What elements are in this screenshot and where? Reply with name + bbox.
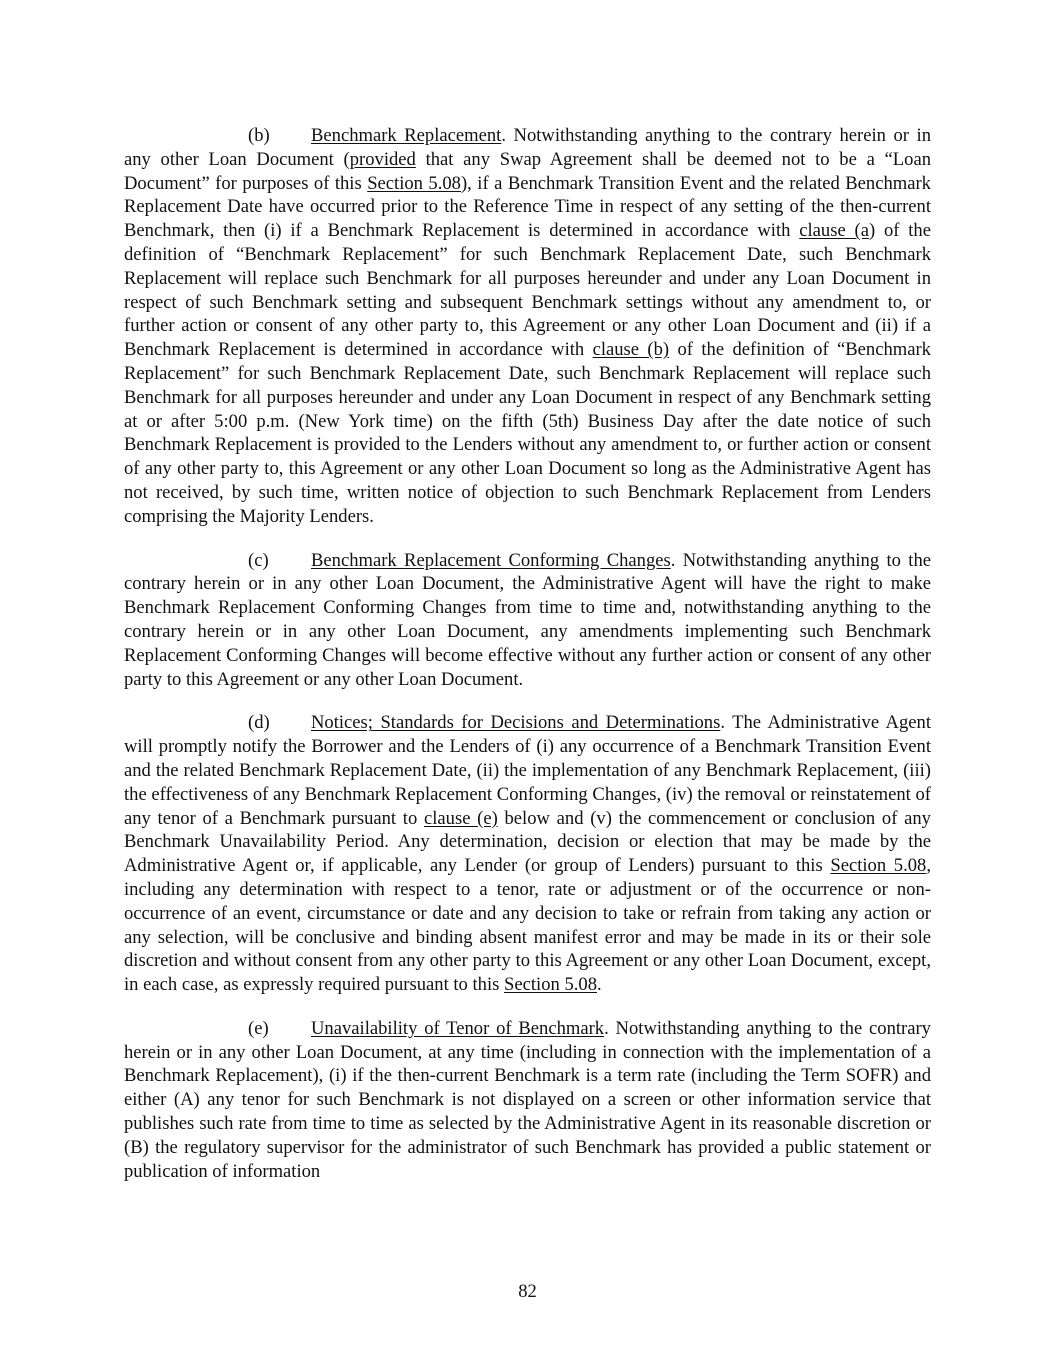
provided-term: provided <box>349 148 416 170</box>
heading-notices-standards: Notices; Standards for Decisions and Determinations <box>311 712 721 734</box>
paragraph-b <box>124 124 931 529</box>
paragraph-c-text-1: . Notwithstanding anything to the contrary herein or in any other Loan Document, the Administrative Agent will have the right to make Benchmark Replacement Conforming Changes from time to time and, notwithstanding anything to the contrary herein or in any other Loan Document, any amendments implementing such Benchmark Replacement Conforming Changes will become effective without any further action or consent of any other party to this Agreement or any other Loan Document. <box>124 549 931 690</box>
section-reference: Section 5.08 <box>367 172 461 194</box>
heading-conforming-changes: Benchmark Replacement Conforming Changes <box>311 549 671 571</box>
paragraph-d-text-2: below and (v) the commencement or conclusion of any Benchmark Unavailability Period. Any determination, decision or election that may be made by the Administrative Agent or, if applicable, any Lender (or group of Lenders) pursuant to this <box>124 807 931 877</box>
paragraph-e-text-1: . Notwithstanding anything to the contrary herein or in any other Loan Document, at any time (including in connection with the implementation of a Benchmark Replacement), (i) if the then-current Benchmark is a term rate (including the Term SOFR) and either (A) any tenor for such Benchmark is not displayed on a screen or other information service that publishes such rate from time to time as selected by the Administrative Agent in its reasonable discretion or (B) the regulatory supervisor for the administrator of such Benchmark has provided a public statement or publication of information <box>124 1017 931 1182</box>
heading-benchmark-replacement: Benchmark Replacement <box>311 125 502 146</box>
paragraph-b-text-2: that any Swap Agreement shall be deemed not to be a “Loan Document” for purposes of this <box>124 148 931 194</box>
paragraph-c-number: (c) <box>248 549 269 571</box>
clause-reference: clause (e) <box>423 807 498 829</box>
paragraph-b-text-3: ), if a Benchmark Transition Event and the related Benchmark Replacement Date have occurred prior to the Reference Time in respect of any setting of the then-current Benchmark, then (i) if a Benchmark Replacement is determined in accordance with <box>124 172 931 242</box>
paragraph-e-number: (e) <box>248 1017 269 1039</box>
paragraph-d-text-4: . <box>597 974 602 996</box>
paragraph-e <box>124 1017 931 1184</box>
paragraph-c <box>124 549 931 692</box>
document-page <box>124 124 931 1203</box>
paragraph-d <box>124 711 931 997</box>
page-number: 82 <box>518 1281 537 1302</box>
clause-reference: clause (b) <box>592 339 670 361</box>
paragraph-d-text-3: , including any determination with respect to a tenor, rate or adjustment or of the occurrence or non-occurrence of an event, circumstance or date and any decision to take or refrain from taking any action or any selection, will be conclusive and binding absent manifest error and may be made in its or their sole discretion and without consent from any other party to this Agreement or any other Loan Document, except, in each case, as expressly required pursuant to this <box>124 855 931 996</box>
section-reference: Section 5.08 <box>830 855 927 877</box>
clause-reference: clause (a <box>799 220 869 242</box>
paragraph-d-number: (d) <box>248 712 270 734</box>
paragraph-b-text-4: ) of the definition of “Benchmark Replacement” for such Benchmark Replacement Date, such Benchmark Replacement will replace such Benchmark for all purposes hereunder and under any Loan Document in respect of such Benchmark setting and subsequent Benchmark settings without any amendment to, or further action or consent of any other party to, this Agreement or any other Loan Document and (ii) if a Benchmark Replacement is determined in accordance with <box>124 220 931 361</box>
paragraph-d-text-1: . The Administrative Agent will promptly notify the Borrower and the Lenders of (i) any occurrence of a Benchmark Transition Event and the related Benchmark Replacement Date, (ii) the implementation of any Benchmark Replacement, (iii) the effectiveness of any Benchmark Replacement Conforming Changes, (iv) the removal or reinstatement of any tenor of a Benchmark pursuant to <box>124 712 931 829</box>
section-reference: Section 5.08 <box>504 974 597 996</box>
paragraph-b-text-1: . Notwithstanding anything to the contrary herein or in any other Loan Document ( <box>124 125 931 170</box>
paragraph-b-number: (b) <box>248 125 270 146</box>
heading-unavailability-tenor: Unavailability of Tenor of Benchmark <box>311 1017 605 1039</box>
paragraph-b-text-5: of the definition of “Benchmark Replacement” for such Benchmark Replacement Date, such Benchmark Replacement will replace such Benchmark for all purposes hereunder and under any Loan Document in respect of any Benchmark setting at or after 5:00 p.m. (New York time) on the fifth (5th) Business Day after the date notice of such Benchmark Replacement is provided to the Lenders without any amendment to, or further action or consent of any other party to, this Agreement or any other Loan Document so long as the Administrative Agent has not received, by such time, written notice of objection to such Benchmark Replacement from Lenders comprising the Majority Lenders. <box>124 339 931 527</box>
